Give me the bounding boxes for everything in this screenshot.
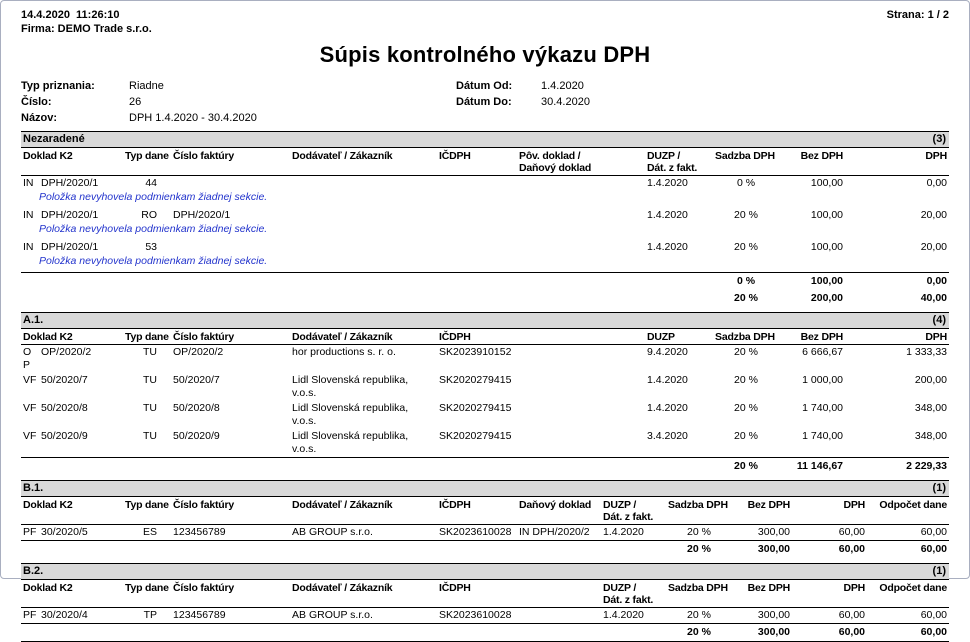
- cell: OP/2020/2: [173, 346, 224, 358]
- cell: RO: [141, 209, 158, 221]
- datum-do-label: Dátum Do:: [456, 96, 512, 108]
- cell: DPH/2020/1: [41, 177, 99, 189]
- cell: ES: [143, 526, 158, 538]
- col-header: Bez DPH: [779, 148, 845, 176]
- cell: Lidl Slovenská republika, v.o.s.: [292, 430, 409, 455]
- report-top-row: [21, 9, 949, 21]
- typ-priznania-value: Riadne: [129, 80, 164, 92]
- cell: 300,00: [757, 526, 791, 538]
- info-row-datum-od: [456, 78, 590, 94]
- cell: VF: [23, 402, 37, 414]
- col-header: Sadzba DPH: [713, 329, 779, 345]
- cell: [517, 429, 645, 458]
- section-a-1-: [21, 312, 949, 475]
- cell: AB GROUP s.r.o.: [292, 609, 373, 621]
- section-table: [21, 148, 949, 307]
- table-row: [21, 525, 949, 541]
- cell: 9.4.2020: [647, 346, 688, 358]
- cell: [437, 240, 517, 255]
- cell: IN DPH/2020/2: [519, 526, 590, 538]
- cell: 3.4.2020: [647, 430, 688, 442]
- cell: 1.4.2020: [647, 241, 688, 253]
- col-header: [517, 329, 645, 345]
- col-header: Doklad K2: [21, 329, 123, 345]
- total-sadzba: 20 %: [713, 458, 779, 476]
- section-name: B.2.: [23, 565, 44, 577]
- col-header: DPH: [845, 329, 949, 345]
- total-sadzba: 20 %: [666, 624, 732, 642]
- col-header: DUZP / Dát. z fakt.: [601, 497, 666, 525]
- total-sadzba: 20 %: [666, 541, 732, 559]
- col-header: Typ dane: [123, 329, 171, 345]
- info-right-column: [456, 78, 590, 126]
- cell: [290, 240, 437, 255]
- cell: Lidl Slovenská republika, v.o.s.: [292, 374, 409, 399]
- cell: VF: [23, 430, 37, 442]
- total-sadzba: 0 %: [713, 273, 779, 291]
- col-header: Číslo faktúry: [171, 580, 290, 608]
- section-header-bar: [21, 563, 949, 580]
- info-row-typ-priznania: [21, 78, 456, 94]
- cell: IN: [23, 209, 34, 221]
- col-header: Sadzba DPH: [666, 580, 732, 608]
- spacer-cell: [21, 290, 713, 307]
- section-header-bar: [21, 312, 949, 329]
- company-line: Firma: DEMO Trade s.r.o.: [21, 23, 152, 35]
- cislo-label: Číslo:: [21, 96, 52, 108]
- col-header: DUZP: [645, 329, 713, 345]
- cell: 123456789: [173, 526, 226, 538]
- cell: AB GROUP s.r.o.: [292, 526, 373, 538]
- cell: 20,00: [920, 241, 947, 253]
- cell: 1 333,33: [906, 346, 947, 358]
- info-row-datum-do: [456, 94, 590, 110]
- cell: 1 740,00: [802, 430, 844, 442]
- page-indicator: Strana: 1 / 2: [886, 9, 949, 21]
- cell: [171, 176, 290, 192]
- col-header: Doklad K2: [21, 580, 123, 608]
- cell: 100,00: [810, 177, 844, 189]
- totals-row: [21, 458, 949, 476]
- section-b-1-: [21, 480, 949, 558]
- totals-row: [21, 541, 949, 559]
- cell: [517, 401, 645, 429]
- total-dph: 2 229,33: [845, 458, 949, 476]
- total-dph: 60,00: [792, 624, 867, 642]
- section-count: (1): [932, 482, 946, 494]
- report-title: Súpis kontrolného výkazu DPH: [319, 42, 651, 67]
- cell: 300,00: [757, 609, 791, 621]
- cell: 20,00: [920, 209, 947, 221]
- col-header: DPH: [845, 148, 949, 176]
- col-header: Číslo faktúry: [171, 329, 290, 345]
- cell: 1 000,00: [802, 374, 844, 386]
- section-count: (1): [932, 565, 946, 577]
- cell: 100,00: [810, 209, 844, 221]
- total-dph: 0,00: [845, 273, 949, 291]
- cell: 20 %: [734, 346, 758, 358]
- cell: 50/2020/9: [41, 430, 88, 442]
- col-header: Bez DPH: [732, 497, 792, 525]
- info-left-column: [21, 78, 456, 126]
- cell: 53: [145, 241, 158, 253]
- cell: DPH/2020/1: [41, 241, 99, 253]
- col-header: Pôv. doklad / Daňový doklad: [517, 148, 645, 176]
- table-row: [21, 345, 949, 374]
- spacer-cell: [21, 273, 713, 291]
- col-header: Odpočet dane: [867, 497, 949, 525]
- cell: 30/2020/5: [41, 526, 88, 538]
- section-count: (4): [932, 314, 946, 326]
- info-row-cislo: [21, 94, 456, 110]
- col-header: Dodávateľ / Zákazník: [290, 580, 437, 608]
- row-note: [21, 191, 949, 208]
- typ-priznania-label: Typ priznania:: [21, 80, 95, 92]
- cell: 50/2020/7: [173, 374, 220, 386]
- cell: 1.4.2020: [603, 609, 644, 621]
- header-row: [21, 329, 949, 345]
- cell: 0,00: [926, 177, 947, 189]
- col-header: DPH: [792, 580, 867, 608]
- col-header: Sadzba DPH: [666, 497, 732, 525]
- total-odpocet: 60,00: [867, 541, 949, 559]
- cell: 20 %: [687, 526, 711, 538]
- section-table: [21, 497, 949, 558]
- col-header: DPH: [792, 497, 867, 525]
- cell: TU: [143, 374, 158, 386]
- cell: OP/2020/2: [41, 346, 92, 358]
- report-info-block: [21, 78, 949, 126]
- cell: 50/2020/9: [173, 430, 220, 442]
- datum-od-label: Dátum Od:: [456, 80, 513, 92]
- section-nezaraden-: [21, 131, 949, 307]
- table-row: [21, 208, 949, 223]
- col-header: IČDPH: [437, 580, 517, 608]
- totals-row: [21, 290, 949, 307]
- cell: 60,00: [838, 526, 866, 538]
- total-bez-dph: 300,00: [732, 541, 792, 559]
- cell: SK2023610028: [439, 526, 512, 538]
- cell: [517, 240, 645, 255]
- cell: [517, 176, 645, 192]
- total-dph: 40,00: [920, 292, 947, 304]
- section-table: [21, 580, 949, 641]
- header-row: [21, 148, 949, 176]
- col-header: DUZP / Dát. z fakt.: [601, 580, 666, 608]
- col-header: Typ dane: [123, 497, 171, 525]
- cell: 20 %: [734, 430, 758, 442]
- total-bez-dph: 300,00: [732, 624, 792, 642]
- col-header: Bez DPH: [779, 329, 845, 345]
- cell: 20 %: [734, 402, 758, 414]
- spacer-cell: [21, 541, 666, 559]
- col-header: Doklad K2: [21, 497, 123, 525]
- cell: VF: [23, 374, 37, 386]
- col-header: Doklad K2: [21, 148, 123, 176]
- nazov-value: DPH 1.4.2020 - 30.4.2020: [129, 112, 257, 124]
- report-datetime: 14.4.2020 11:26:10: [21, 9, 120, 21]
- cell: hor productions s. r. o.: [292, 346, 396, 358]
- col-header: [517, 580, 601, 608]
- cell: 348,00: [914, 402, 947, 414]
- cell: [517, 208, 645, 223]
- total-bez-dph: 11 146,67: [779, 458, 845, 476]
- totals-row: [21, 273, 949, 291]
- section-header-bar: [21, 131, 949, 148]
- cell: IN: [23, 177, 34, 189]
- table-row: [21, 176, 949, 192]
- col-header: Odpočet dane: [867, 580, 949, 608]
- spacer-cell: [21, 458, 713, 476]
- header-row: [21, 497, 949, 525]
- cell: 1.4.2020: [603, 526, 644, 538]
- cell: 60,00: [838, 609, 866, 621]
- section-name: B.1.: [23, 482, 44, 494]
- spacer-cell: [21, 624, 666, 642]
- cell: 50/2020/8: [173, 402, 220, 414]
- cell: [290, 176, 437, 192]
- col-header: Dodávateľ / Zákazník: [290, 497, 437, 525]
- cell: SK2023910152: [439, 346, 512, 358]
- row-note: [21, 223, 949, 240]
- cell: 123456789: [173, 609, 226, 621]
- cell: PF: [23, 609, 37, 621]
- total-dph: 60,00: [792, 541, 867, 559]
- cell: SK2023610028: [439, 609, 512, 621]
- cell: [517, 373, 645, 401]
- nazov-label: Názov:: [21, 112, 58, 124]
- table-row: [21, 429, 949, 458]
- cell: Lidl Slovenská republika, v.o.s.: [292, 402, 409, 427]
- cell: [517, 608, 601, 624]
- cell: PF: [23, 526, 37, 538]
- col-header: IČDPH: [437, 497, 517, 525]
- cell: 20 %: [734, 374, 758, 386]
- cell: 20 %: [687, 609, 711, 621]
- table-row: [21, 608, 949, 624]
- cell: 50/2020/7: [41, 374, 88, 386]
- cislo-value: 26: [129, 96, 142, 108]
- col-header: Daňový doklad: [517, 497, 601, 525]
- note-text: Položka nevyhovela podmienkam žiadnej sekcie.: [39, 255, 268, 267]
- total-bez-dph: 100,00: [779, 273, 845, 291]
- cell: TU: [143, 402, 158, 414]
- row-note: [21, 255, 949, 273]
- col-header: Číslo faktúry: [171, 497, 290, 525]
- cell: 44: [145, 177, 158, 189]
- section-header-bar: [21, 480, 949, 497]
- cell: 20 %: [734, 241, 758, 253]
- cell: [290, 208, 437, 223]
- cell: 60,00: [920, 609, 947, 621]
- cell: SK2020279415: [439, 430, 512, 442]
- cell: 0 %: [736, 177, 756, 189]
- table-row: [21, 401, 949, 429]
- table-row: [21, 240, 949, 255]
- cell: 30/2020/4: [41, 609, 88, 621]
- report-page: [1, 1, 969, 642]
- cell: 50/2020/8: [41, 402, 88, 414]
- table-row: [21, 373, 949, 401]
- col-header: IČDPH: [437, 329, 517, 345]
- col-header: Bez DPH: [732, 580, 792, 608]
- note-text: Položka nevyhovela podmienkam žiadnej sekcie.: [39, 191, 268, 203]
- cell: 1.4.2020: [647, 177, 688, 189]
- col-header: DUZP / Dát. z fakt.: [645, 148, 713, 176]
- cell: 200,00: [914, 374, 947, 386]
- cell: OP: [23, 346, 32, 371]
- sections: [21, 131, 949, 642]
- col-header: Dodávateľ / Zákazník: [290, 329, 437, 345]
- cell: 1.4.2020: [647, 402, 688, 414]
- col-header: Typ dane: [123, 580, 171, 608]
- total-odpocet: 60,00: [867, 624, 949, 642]
- cell: [517, 345, 645, 374]
- cell: SK2020279415: [439, 374, 512, 386]
- cell: 1.4.2020: [647, 374, 688, 386]
- cell: 60,00: [920, 526, 947, 538]
- datum-do-value: 30.4.2020: [541, 96, 590, 108]
- cell: 1.4.2020: [647, 209, 688, 221]
- section-table: [21, 329, 949, 475]
- cell: TU: [143, 346, 158, 358]
- note-text: Položka nevyhovela podmienkam žiadnej sekcie.: [39, 223, 268, 235]
- col-header: Sadzba DPH: [713, 148, 779, 176]
- total-sadzba: 20 %: [734, 292, 758, 304]
- cell: 100,00: [810, 241, 844, 253]
- totals-row: [21, 624, 949, 642]
- section-name: Nezaradené: [23, 133, 85, 145]
- datum-od-value: 1.4.2020: [541, 80, 584, 92]
- col-header: Typ dane: [123, 148, 171, 176]
- cell: 348,00: [914, 430, 947, 442]
- cell: DPH/2020/1: [173, 209, 231, 221]
- cell: SK2020279415: [439, 402, 512, 414]
- col-header: Dodávateľ / Zákazník: [290, 148, 437, 176]
- total-bez-dph: 200,00: [810, 292, 844, 304]
- section-count: (3): [932, 133, 946, 145]
- col-header: Číslo faktúry: [171, 148, 290, 176]
- cell: TU: [143, 430, 158, 442]
- section-b-2-: [21, 563, 949, 641]
- cell: TP: [143, 609, 158, 621]
- cell: [437, 208, 517, 223]
- info-row-nazov: [21, 110, 456, 126]
- cell: 1 740,00: [802, 402, 844, 414]
- cell: DPH/2020/1: [41, 209, 99, 221]
- cell: 20 %: [734, 209, 758, 221]
- section-name: A.1.: [23, 314, 44, 326]
- header-row: [21, 580, 949, 608]
- cell: IN: [23, 241, 34, 253]
- cell: [437, 176, 517, 192]
- cell: [171, 240, 290, 255]
- col-header: IČDPH: [437, 148, 517, 176]
- cell: 6 666,67: [802, 346, 844, 358]
